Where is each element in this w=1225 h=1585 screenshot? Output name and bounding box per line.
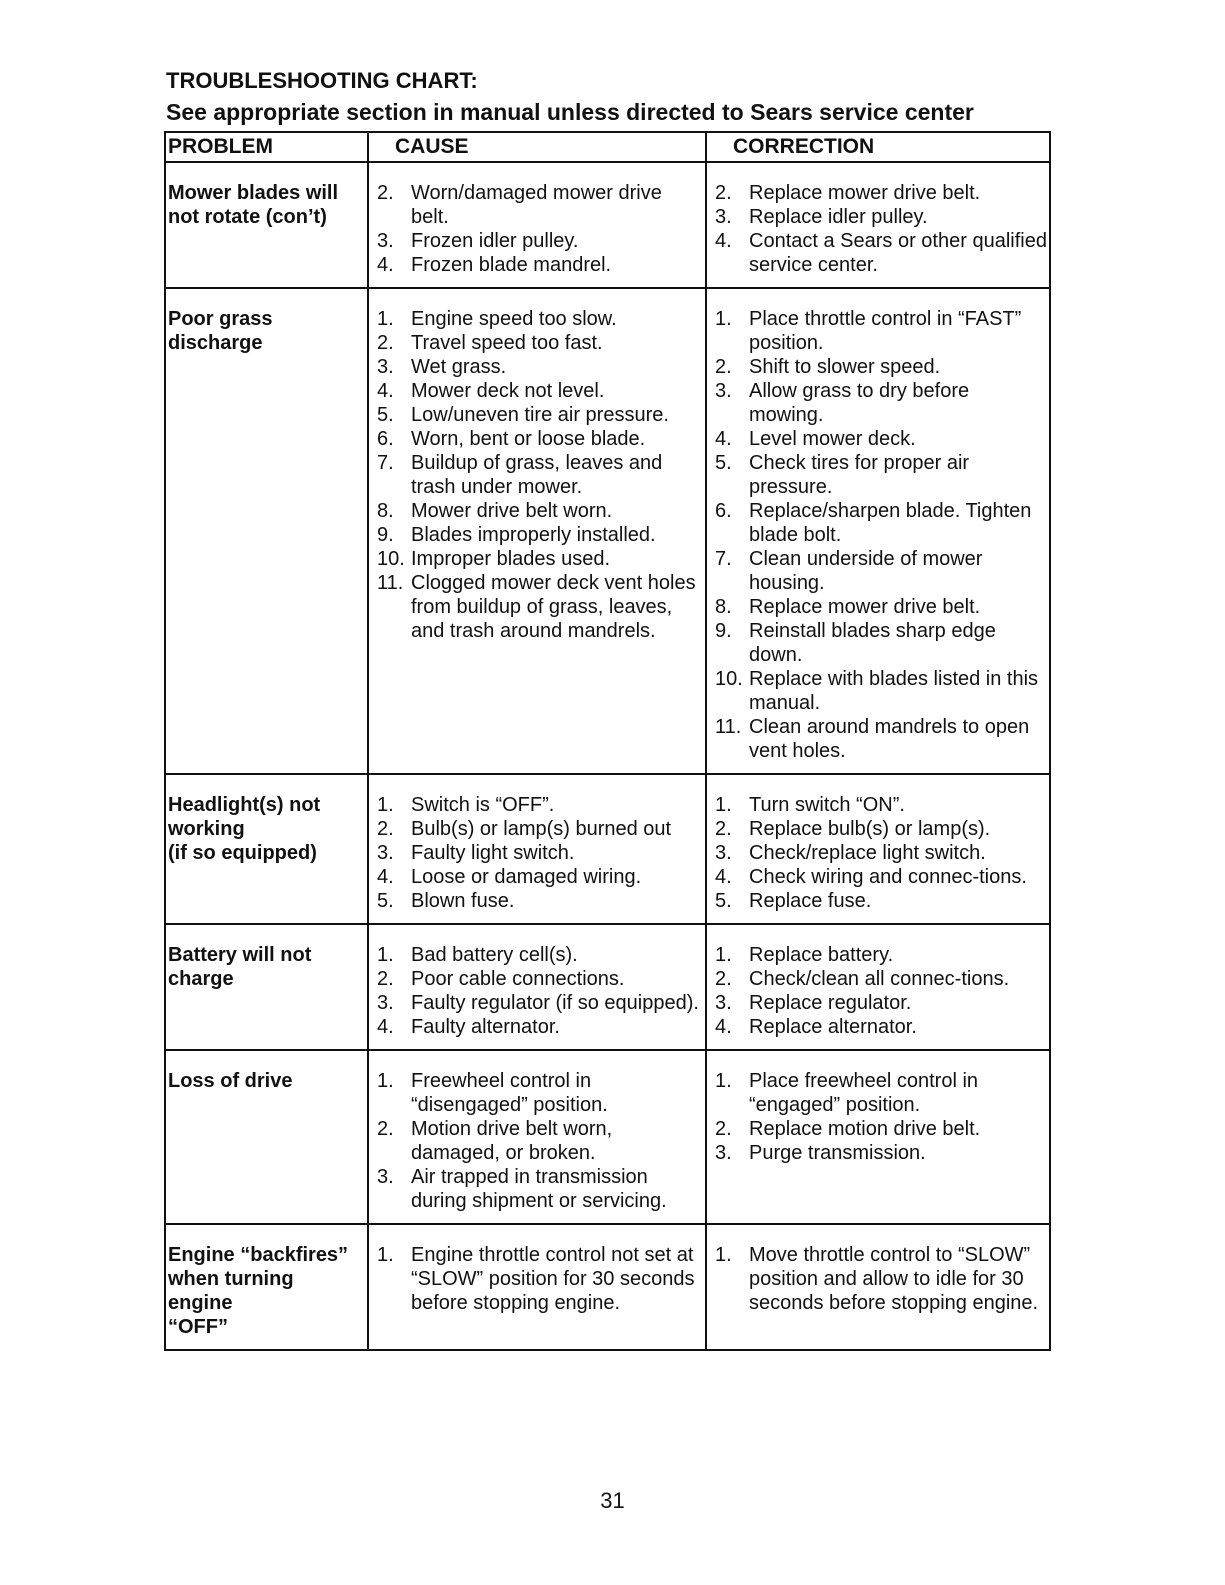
item-number: 6. — [715, 500, 732, 522]
item-text: Level mower deck. — [749, 428, 916, 450]
item-number: 5. — [377, 404, 394, 426]
cause-cell — [368, 1224, 706, 1350]
item-text: Check wiring and connec-tions. — [749, 866, 1027, 888]
cause-item — [377, 571, 703, 643]
problem-line: Battery will not — [168, 944, 312, 966]
item-number: 7. — [715, 548, 732, 570]
item-text: Replace bulb(s) or lamp(s). — [749, 818, 991, 840]
item-text: Allow grass to dry before mowing. — [749, 380, 970, 426]
problem-cell — [165, 162, 368, 288]
item-number: 8. — [377, 500, 394, 522]
item-number: 4. — [715, 866, 732, 888]
cause-item — [377, 379, 703, 403]
item-text: Faulty light switch. — [411, 842, 575, 864]
item-number: 2. — [377, 818, 394, 840]
cause-item — [377, 1243, 703, 1315]
item-text: Low/uneven tire air pressure. — [411, 404, 669, 426]
troubleshooting-table — [164, 131, 1051, 1351]
item-text: Clogged mower deck vent holes from buildup of grass, leaves, and trash around mandrels. — [411, 572, 696, 642]
item-text: Blades improperly installed. — [411, 524, 656, 546]
correction-cell — [706, 924, 1050, 1050]
item-text: Place freewheel control in “engaged” position. — [749, 1070, 979, 1116]
correction-cell — [706, 288, 1050, 774]
correction-item — [715, 889, 1047, 913]
item-text: Replace with blades listed in this manual. — [749, 668, 1039, 714]
cause-item — [377, 991, 703, 1015]
correction-item — [715, 667, 1047, 715]
item-text: Faulty alternator. — [411, 1016, 560, 1038]
item-number: 2. — [377, 332, 394, 354]
item-number: 1. — [377, 1070, 394, 1092]
correction-item — [715, 181, 1047, 205]
problem-line: “OFF” — [168, 1316, 228, 1338]
item-number: 1. — [715, 308, 732, 330]
correction-cell — [706, 162, 1050, 288]
item-text: Poor cable connections. — [411, 968, 625, 990]
item-text: Frozen idler pulley. — [411, 230, 579, 252]
cause-cell — [368, 924, 706, 1050]
item-text: Wet grass. — [411, 356, 507, 378]
item-text: Place throttle control in “FAST” position. — [749, 308, 1022, 354]
table-row — [165, 1224, 1050, 1350]
item-number: 4. — [715, 1016, 732, 1038]
item-text: Replace idler pulley. — [749, 206, 928, 228]
item-number: 1. — [715, 1244, 732, 1266]
cause-item — [377, 1069, 703, 1117]
cause-cell — [368, 774, 706, 924]
cause-item — [377, 1117, 703, 1165]
correction-item — [715, 499, 1047, 547]
item-text: Purge transmission. — [749, 1142, 926, 1164]
item-number: 11. — [377, 572, 404, 594]
item-text: Replace regulator. — [749, 992, 912, 1014]
correction-item — [715, 1069, 1047, 1117]
item-text: Bad battery cell(s). — [411, 944, 578, 966]
cause-item — [377, 817, 703, 841]
problem-line: engine — [168, 1292, 233, 1314]
cause-item — [377, 427, 703, 451]
item-number: 2. — [715, 1118, 732, 1140]
correction-item — [715, 1117, 1047, 1141]
item-number: 7. — [377, 452, 394, 474]
item-number: 10. — [377, 548, 405, 570]
item-text: Clean underside of mower housing. — [749, 548, 983, 594]
page-number: 31 — [600, 1488, 625, 1513]
item-text: Loose or damaged wiring. — [411, 866, 642, 888]
item-text: Blown fuse. — [411, 890, 515, 912]
item-number: 4. — [715, 230, 732, 252]
item-text: Frozen blade mandrel. — [411, 254, 612, 276]
item-text: Move throttle control to “SLOW” position and allow to idle for 30 seconds before stopping engine. — [749, 1244, 1039, 1314]
item-text: Replace fuse. — [749, 890, 872, 912]
chart-title: TROUBLESHOOTING CHART: — [166, 68, 478, 93]
problem-cell — [165, 1050, 368, 1224]
item-text: Check/clean all connec-tions. — [749, 968, 1010, 990]
problem-line: Poor grass — [168, 308, 273, 330]
correction-item — [715, 619, 1047, 667]
correction-item — [715, 841, 1047, 865]
item-number: 4. — [377, 254, 394, 276]
item-number: 1. — [377, 794, 394, 816]
cause-cell — [368, 1050, 706, 1224]
problem-line: working — [168, 818, 245, 840]
item-number: 2. — [715, 818, 732, 840]
item-number: 3. — [715, 992, 732, 1014]
item-text: Worn, bent or loose blade. — [411, 428, 646, 450]
item-text: Replace battery. — [749, 944, 894, 966]
correction-item — [715, 793, 1047, 817]
item-number: 4. — [377, 380, 394, 402]
item-number: 5. — [715, 890, 732, 912]
problem-cell — [165, 288, 368, 774]
cause-item — [377, 253, 703, 277]
item-number: 11. — [715, 716, 742, 738]
item-number: 6. — [377, 428, 394, 450]
correction-item — [715, 1015, 1047, 1039]
item-text: Replace mower drive belt. — [749, 596, 981, 618]
problem-line: discharge — [168, 332, 263, 354]
problem-line: (if so equipped) — [168, 842, 317, 864]
item-number: 4. — [377, 866, 394, 888]
item-number: 2. — [715, 356, 732, 378]
item-number: 1. — [715, 1070, 732, 1092]
item-number: 5. — [715, 452, 732, 474]
header-problem: PROBLEM — [165, 132, 368, 162]
item-number: 3. — [377, 842, 394, 864]
table-row — [165, 162, 1050, 288]
item-number: 3. — [377, 1166, 394, 1188]
correction-item — [715, 547, 1047, 595]
item-text: Replace mower drive belt. — [749, 182, 981, 204]
problem-line: not rotate (con’t) — [168, 206, 327, 228]
cause-cell — [368, 162, 706, 288]
item-number: 2. — [715, 968, 732, 990]
cause-item — [377, 865, 703, 889]
problem-line: Headlight(s) not — [168, 794, 321, 816]
cause-item — [377, 523, 703, 547]
item-text: Check tires for proper air pressure. — [749, 452, 970, 498]
item-text: Improper blades used. — [411, 548, 611, 570]
correction-item — [715, 715, 1047, 763]
problem-line: Loss of drive — [168, 1070, 293, 1092]
item-text: Engine speed too slow. — [411, 308, 617, 330]
table-row — [165, 774, 1050, 924]
item-text: Engine throttle control not set at “SLOW” position for 30 seconds before stopping engine. — [411, 1244, 695, 1314]
correction-cell — [706, 774, 1050, 924]
cause-item — [377, 181, 703, 229]
cause-item — [377, 499, 703, 523]
item-number: 3. — [715, 842, 732, 864]
item-text: Check/replace light switch. — [749, 842, 986, 864]
item-text: Reinstall blades sharp edge down. — [749, 620, 996, 666]
problem-cell — [165, 774, 368, 924]
problem-line: Mower blades will — [168, 182, 339, 204]
item-number: 1. — [377, 1244, 394, 1266]
item-text: Motion drive belt worn, damaged, or broken. — [411, 1118, 613, 1164]
cause-item — [377, 889, 703, 913]
correction-item — [715, 427, 1047, 451]
correction-item — [715, 229, 1047, 277]
problem-line: when turning — [168, 1268, 294, 1290]
item-text: Switch is “OFF”. — [411, 794, 555, 816]
cause-item — [377, 355, 703, 379]
item-number: 2. — [377, 1118, 394, 1140]
item-number: 3. — [377, 230, 394, 252]
item-number: 1. — [715, 794, 732, 816]
correction-item — [715, 967, 1047, 991]
item-text: Faulty regulator (if so equipped). — [411, 992, 699, 1014]
cause-item — [377, 1015, 703, 1039]
item-text: Freewheel control in “disengaged” position. — [411, 1070, 608, 1116]
item-text: Contact a Sears or other qualified service center. — [749, 230, 1047, 276]
item-number: 3. — [715, 380, 732, 402]
item-text: Air trapped in transmission during shipment or servicing. — [411, 1166, 667, 1212]
item-number: 4. — [715, 428, 732, 450]
item-number: 3. — [377, 992, 394, 1014]
problem-line: charge — [168, 968, 234, 990]
item-number: 1. — [715, 944, 732, 966]
problem-line: Engine “backfires” — [168, 1244, 349, 1266]
correction-item — [715, 451, 1047, 499]
item-text: Buildup of grass, leaves and trash under mower. — [411, 452, 663, 498]
correction-item — [715, 595, 1047, 619]
correction-item — [715, 991, 1047, 1015]
correction-item — [715, 817, 1047, 841]
correction-item — [715, 379, 1047, 427]
item-number: 3. — [715, 206, 732, 228]
cause-item — [377, 547, 703, 571]
correction-cell — [706, 1224, 1050, 1350]
cause-item — [377, 331, 703, 355]
item-text: Bulb(s) or lamp(s) burned out — [411, 818, 672, 840]
item-text: Mower deck not level. — [411, 380, 605, 402]
item-text: Clean around mandrels to open vent holes. — [749, 716, 1030, 762]
item-number: 9. — [715, 620, 732, 642]
chart-subtitle: See appropriate section in manual unless directed to Sears service center — [166, 99, 974, 125]
item-text: Travel speed too fast. — [411, 332, 603, 354]
cause-item — [377, 1165, 703, 1213]
header-cause: CAUSE — [368, 132, 706, 162]
item-number: 1. — [377, 308, 394, 330]
item-number: 4. — [377, 1016, 394, 1038]
cause-item — [377, 229, 703, 253]
cause-item — [377, 943, 703, 967]
table-row — [165, 924, 1050, 1050]
problem-cell — [165, 924, 368, 1050]
item-text: Mower drive belt worn. — [411, 500, 613, 522]
problem-cell — [165, 1224, 368, 1350]
item-text: Replace/sharpen blade. Tighten blade bolt. — [749, 500, 1032, 546]
cause-item — [377, 451, 703, 499]
cause-cell — [368, 288, 706, 774]
item-number: 2. — [377, 182, 394, 204]
cause-item — [377, 403, 703, 427]
correction-cell — [706, 1050, 1050, 1224]
table-row — [165, 288, 1050, 774]
correction-item — [715, 943, 1047, 967]
item-number: 8. — [715, 596, 732, 618]
correction-item — [715, 205, 1047, 229]
item-text: Replace motion drive belt. — [749, 1118, 981, 1140]
cause-item — [377, 793, 703, 817]
item-number: 10. — [715, 668, 743, 690]
item-text: Replace alternator. — [749, 1016, 917, 1038]
correction-item — [715, 1141, 1047, 1165]
item-text: Turn switch “ON”. — [749, 794, 905, 816]
table-row — [165, 1050, 1050, 1224]
item-number: 3. — [715, 1142, 732, 1164]
item-number: 3. — [377, 356, 394, 378]
correction-item — [715, 307, 1047, 355]
header-row — [165, 132, 1050, 162]
correction-item — [715, 1243, 1047, 1315]
correction-item — [715, 355, 1047, 379]
cause-item — [377, 841, 703, 865]
item-number: 1. — [377, 944, 394, 966]
cause-item — [377, 307, 703, 331]
item-number: 5. — [377, 890, 394, 912]
item-number: 9. — [377, 524, 394, 546]
cause-item — [377, 967, 703, 991]
item-text: Worn/damaged mower drive belt. — [411, 182, 662, 228]
header-correction: CORRECTION — [706, 132, 1050, 162]
item-number: 2. — [377, 968, 394, 990]
correction-item — [715, 865, 1047, 889]
item-text: Shift to slower speed. — [749, 356, 941, 378]
item-number: 2. — [715, 182, 732, 204]
